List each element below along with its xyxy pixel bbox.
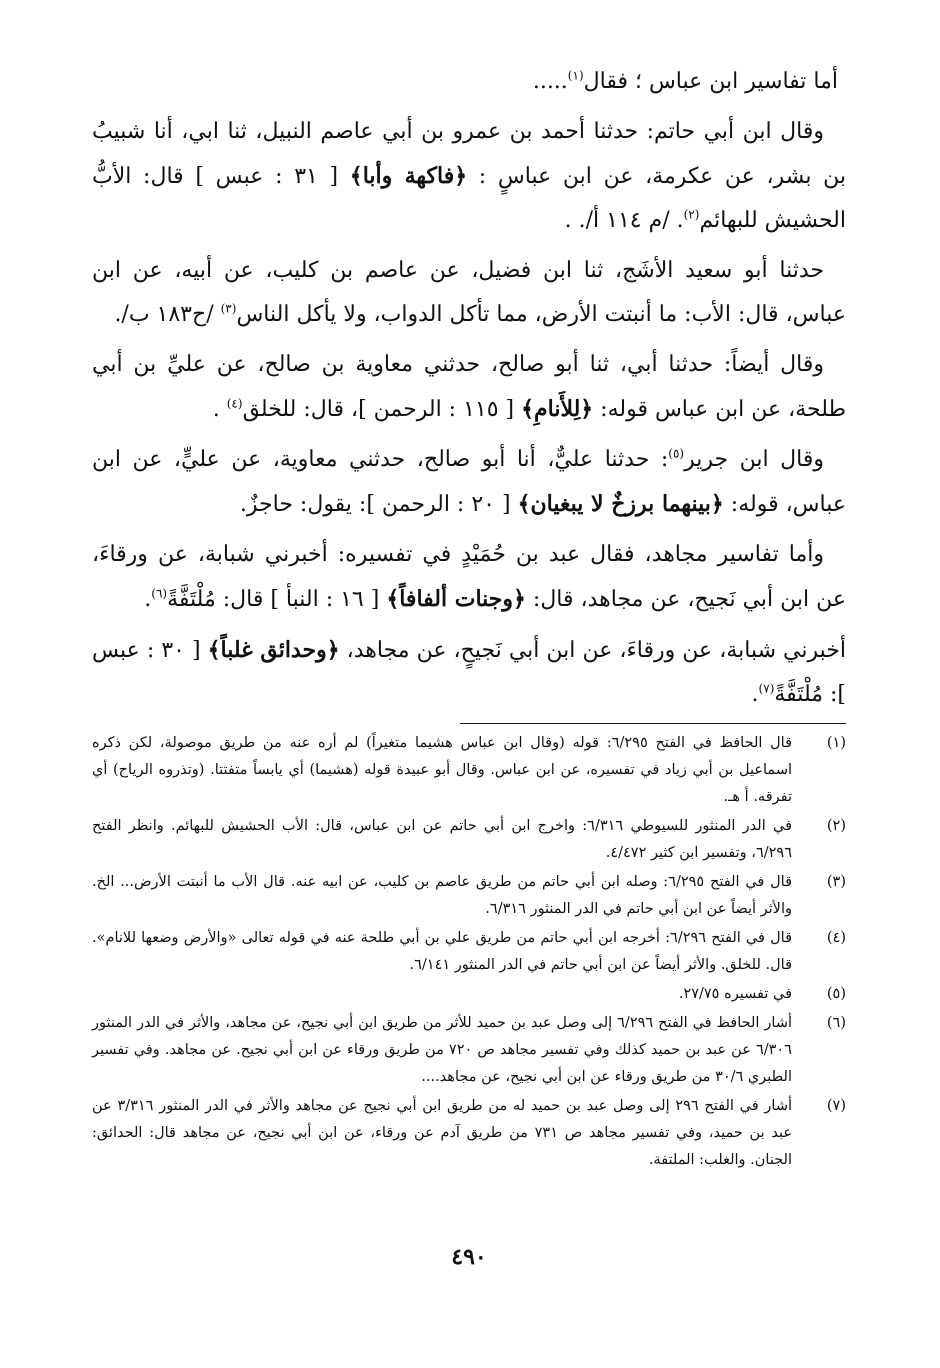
quran-quote: ﴿بينهما برزخٌ لا يبغيان﴾: [517, 491, 724, 517]
footnote-number: (٧): [826, 1098, 846, 1114]
footnote: [92, 1010, 846, 1091]
footnote-text: قال في الفتح ٦/٢٩٥: وصله ابن أبي حاتم من طريق عاصم بن كليب، عن ابيه عنه. قال الأب ما أنبتت الأرض... الخ. والأثر أيضاً عن ابن أبي حاتم في الدر المنثور ٦/٣١٦.: [92, 874, 792, 917]
footnote: [92, 813, 846, 867]
paragraph: [92, 533, 846, 622]
quran-quote: ﴿لِلأَنامِ﴾: [521, 396, 594, 422]
footnote: [92, 1093, 846, 1174]
footnote-marker: (٦): [151, 586, 168, 601]
text-segment: [ ٢٠ : الرحمن ]: يقول: حاجزٌ.: [239, 492, 518, 517]
text-segment: .: [751, 682, 759, 707]
text-segment: وقال أيضاً: حدثنا أبي، ثنا أبو صالح، حدثني معاوية بن صالح، عن عليِّ بن أبي طلحة، عن ابن عباس قوله:: [92, 352, 846, 422]
text-segment: [ ١١٥ : الرحمن ]، قال: للخلق: [242, 397, 522, 422]
text-segment: [ ١٦ : النبأ ] قال: مُلْتَفَّةً: [167, 587, 387, 612]
text-segment: حدثنا أبو سعيد الأشَج، ثنا ابن فضيل، عن عاصم بن كليب، عن أبيه، عن ابن عباس، قال: الأب: ما أنبتت الأرض، مما تأكل الدواب، ولا يأكل الناس: [92, 258, 846, 327]
footnote-marker: (٣): [220, 301, 237, 316]
text-segment: /ح١٨٣ ب/.: [114, 302, 221, 327]
footnote-text: في تفسيره ٢٧/٧٥.: [678, 986, 792, 1002]
quran-quote: ﴿وجنات ألفافاً﴾: [386, 586, 526, 612]
footnote-marker: (٤): [226, 396, 243, 411]
text-segment: [ ٣٠ : عبس ]: مُلْتَفَّةً: [92, 638, 846, 707]
footnote-divider: [460, 723, 846, 724]
footnote-number: (٣): [826, 874, 846, 890]
text-segment: وقال ابن جرير: [684, 447, 824, 472]
page-number: ٤٩٠: [451, 1244, 487, 1270]
paragraph: [92, 343, 846, 432]
footnote-marker: (٢): [683, 207, 700, 222]
quran-quote: ﴿فاكهة وأبا﴾: [349, 163, 468, 189]
paragraph: [92, 628, 846, 717]
footnote-marker: (٧): [758, 681, 775, 696]
quran-quote: ﴿وحدائق غلباً﴾: [207, 637, 340, 663]
footnote: [92, 869, 846, 923]
footnote-number: (١): [826, 735, 846, 751]
main-text: [92, 60, 846, 717]
footnote-text: في الدر المنثور للسيوطي ٦/٣١٦: واخرج ابن أبي حاتم عن ابن عباس، قال: الأب الحشيش للبهائم. وانظر الفتح ٦/٢٩٦، وتفسير ابن كثير ٤/٤٧٢.: [92, 818, 792, 861]
footnote-marker: (٥): [668, 446, 685, 461]
text-segment: .: [212, 397, 227, 422]
footnote: [92, 925, 846, 979]
footnote: [92, 981, 846, 1008]
text-segment: أما تفاسير ابن عباس ؛ فقال: [583, 69, 838, 94]
text-segment: .: [144, 587, 152, 612]
paragraph: [92, 438, 846, 527]
footnote-number: (٦): [826, 1015, 846, 1031]
footnote-number: (٢): [826, 818, 846, 834]
text-segment: وقال ابن أبي حاتم: حدثنا أحمد بن عمرو بن أبي عاصم النبيل، ثنا ابي، أنا شبيبُ بن بشر، عن عكرمة، عن ابن عباسٍ :: [92, 119, 846, 189]
footnote: [92, 730, 846, 811]
text-segment: . /م ١١٤ أ/. .: [564, 208, 684, 233]
text-segment: [ ٣١ : عبس ] قال: الأبُّ الحشيش للبهائم: [92, 164, 846, 233]
paragraph: [92, 110, 846, 243]
footnote-number: (٥): [826, 986, 846, 1002]
text-segment: أخبرني شبابة، عن ورقاءَ، عن ابن أبي نَجيحٍ، عن مجاهد،: [339, 638, 846, 663]
footnote-marker: (١): [567, 68, 584, 83]
book-page: [92, 60, 846, 1310]
footnote-text: قال الحافظ في الفتح ٦/٢٩٥: قوله (وقال ابن عباس هشيما متغيراً) لم أره عنه من طريق موصولة، لكن ذكره اسماعيل بن أبي زياد في تفسيره، عن ابن عباس. وقال أبو عبيدة قوله (هشيما) أي يابساً متفتتا. (وتذروه الرياح) أي تفرقه. أ هـ.: [92, 735, 792, 805]
footnote-text: قال في الفتح ٦/٢٩٦: أخرجه ابن أبي حاتم من طريق علي بن أبي طلحة عنه في قوله تعالى «والأرض وضعها للانام». قال. للخلق. والأثر أيضاً عن ابن أبي حاتم في الدر المنثور ٦/١٤١.: [92, 930, 793, 973]
footnote-text: أشار في الفتح ٢٩٦ إلى وصل عبد بن حميد له من طريق ابن أبي نجيح عن مجاهد والأثر في الدر المنثور ٣/٣١٦ عن عبد بن حميد، وفي تفسير مجاهد ص ٧٣١ من طريق آدم عن ورقاء، عن ابن أبي نجيح، عن مجاهد قال: الحدائق: الجنان. والغلب: الملتفة.: [92, 1098, 792, 1168]
footnotes-section: [92, 730, 846, 1174]
footnote-text: أشار الحافظ في الفتح ٦/٢٩٦ إلى وصل عبد بن حميد للأثر من طريق ابن أبي نجيح، عن مجاهد، والأثر في الدر المنثور ٦/٣٠٦ عن عبد بن حميد كذلك وفي تفسير مجاهد ص ٧٢٠ من طريق ورقاء عن ابن أبي نجيح. عن مجاهد. وفي تفسير الطبري ٣٠/٦ من طريق ورقاء عن ابن أبي نجيح، عن مجاهد....: [92, 1015, 792, 1085]
text-segment: وأما تفاسير مجاهد، فقال عبد بن حُمَيْدٍ في تفسيره: أخبرني شبابة، عن ورقاءَ، عن ابن أبي نَجيح، عن مجاهد، قال:: [92, 542, 846, 612]
paragraph: [92, 60, 846, 104]
text-segment: : حدثنا عليٌّ، أنا أبو صالح، حدثني معاوية، عن عليٍّ، عن ابن عباس، قوله:: [92, 447, 846, 517]
footnote-number: (٤): [826, 930, 846, 946]
paragraph: [92, 249, 846, 337]
text-segment: .....: [532, 69, 568, 94]
